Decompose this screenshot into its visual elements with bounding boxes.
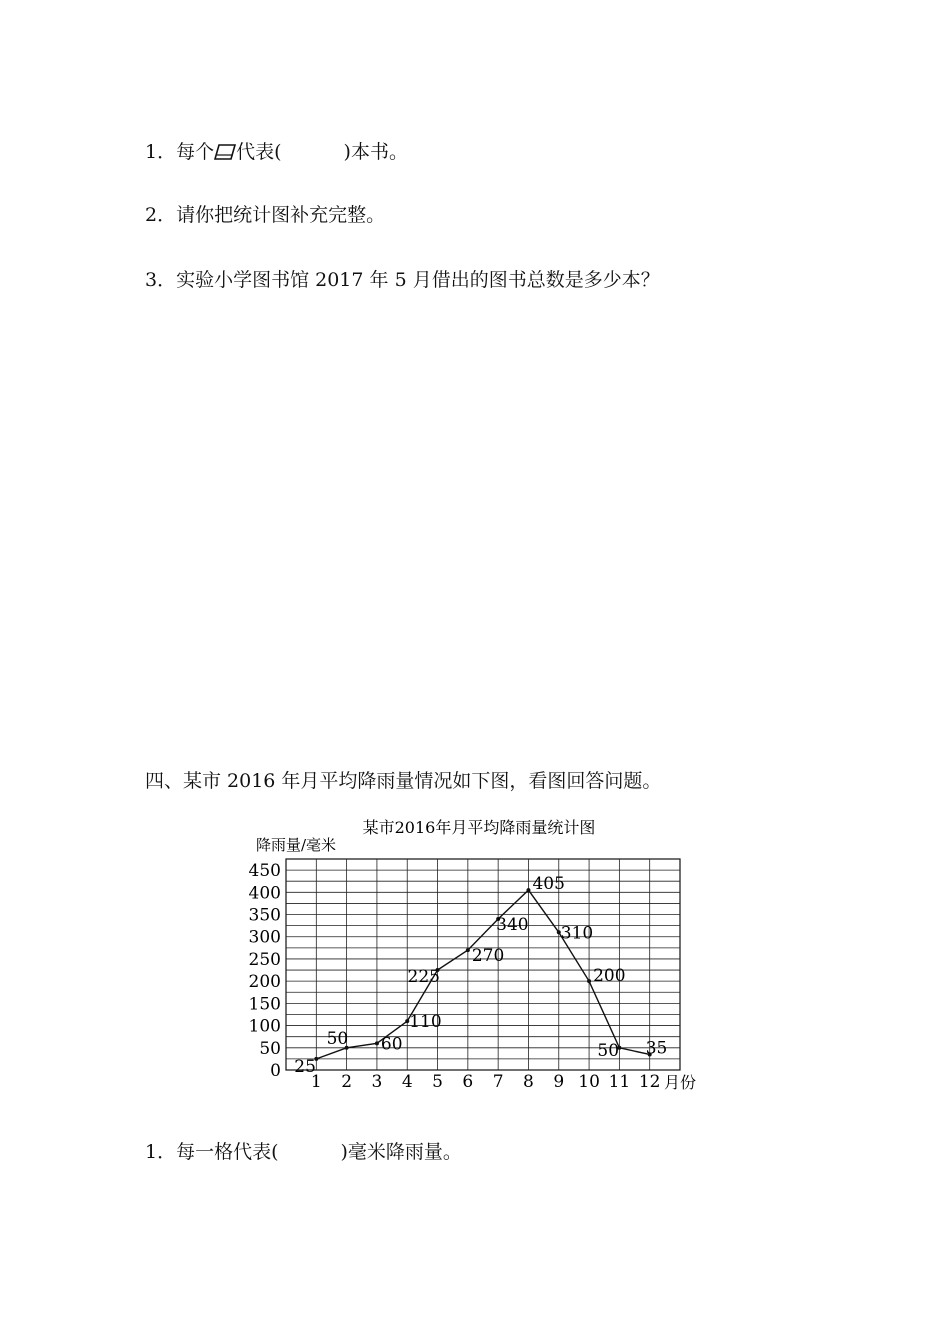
- y-tick-label: 250: [248, 949, 281, 970]
- chart-title: 某市2016年月平均降雨量统计图: [362, 818, 596, 837]
- data-point: [375, 1041, 379, 1045]
- section-4-heading: 四、某市 2016 年月平均降雨量情况如下图，看图回答问题。: [145, 770, 662, 792]
- y-tick-label: 300: [248, 927, 281, 948]
- question-text-before: 每一格代表(: [176, 1141, 279, 1163]
- x-tick-label: 4: [401, 1072, 413, 1092]
- x-tick-labels: [311, 1072, 661, 1092]
- question-text-after-blank: )本书。: [343, 141, 408, 163]
- y-tick-label: 150: [248, 994, 281, 1015]
- data-point: [466, 948, 470, 952]
- question-text-after: )毫米降雨量。: [340, 1141, 462, 1163]
- x-axis-label: 月份: [664, 1073, 697, 1092]
- x-tick-label: 8: [523, 1072, 534, 1092]
- data-label: 310: [560, 923, 594, 944]
- question-text: 请你把统计图补充完整。: [176, 204, 386, 226]
- x-tick-label: 12: [638, 1072, 661, 1092]
- x-tick-label: 5: [432, 1072, 443, 1092]
- question-text-before: 每个: [176, 141, 215, 163]
- data-label: 25: [294, 1056, 316, 1077]
- question-number: 1．: [145, 141, 177, 163]
- x-tick-label: 7: [492, 1072, 504, 1092]
- x-tick-label: 11: [608, 1072, 631, 1092]
- x-tick-label: 6: [462, 1072, 474, 1092]
- data-point: [526, 888, 530, 892]
- data-label: 110: [409, 1012, 442, 1033]
- question-number: 1．: [145, 1141, 177, 1163]
- data-label: 200: [593, 966, 626, 987]
- question-number: 2．: [145, 204, 177, 226]
- x-tick-label: 9: [553, 1072, 565, 1092]
- x-tick-label: 10: [578, 1072, 600, 1092]
- data-label: 50: [326, 1028, 349, 1049]
- data-labels: [294, 874, 667, 1077]
- y-tick-label: 350: [248, 905, 281, 926]
- y-tick-label: 100: [248, 1016, 281, 1037]
- y-tick-labels: [249, 861, 281, 1081]
- section-4-question-1: [145, 1139, 462, 1165]
- x-tick-label: 3: [371, 1072, 383, 1092]
- question-text: 实验小学图书馆 2017 年 5 月借出的图书总数是多少本？: [176, 269, 660, 291]
- y-axis-label: 降雨量/毫米: [256, 836, 337, 854]
- data-label: 225: [407, 967, 440, 988]
- question-text-after-icon: 代表(: [236, 141, 282, 163]
- data-label: 50: [597, 1040, 620, 1061]
- y-tick-label: 50: [259, 1038, 281, 1059]
- data-label: 35: [645, 1038, 668, 1059]
- data-label: 60: [380, 1034, 403, 1055]
- x-tick-label: 2: [341, 1072, 353, 1092]
- data-label: 270: [471, 946, 505, 967]
- data-label: 405: [532, 874, 565, 895]
- y-tick-label: 400: [248, 883, 281, 904]
- question-number: 3．: [145, 269, 177, 291]
- data-label: 340: [496, 914, 529, 935]
- y-tick-label: 200: [248, 972, 281, 993]
- data-point: [587, 979, 591, 983]
- y-tick-label: 450: [248, 861, 281, 882]
- x-tick-label: 1: [310, 1072, 322, 1092]
- y-tick-label: 0: [270, 1061, 281, 1081]
